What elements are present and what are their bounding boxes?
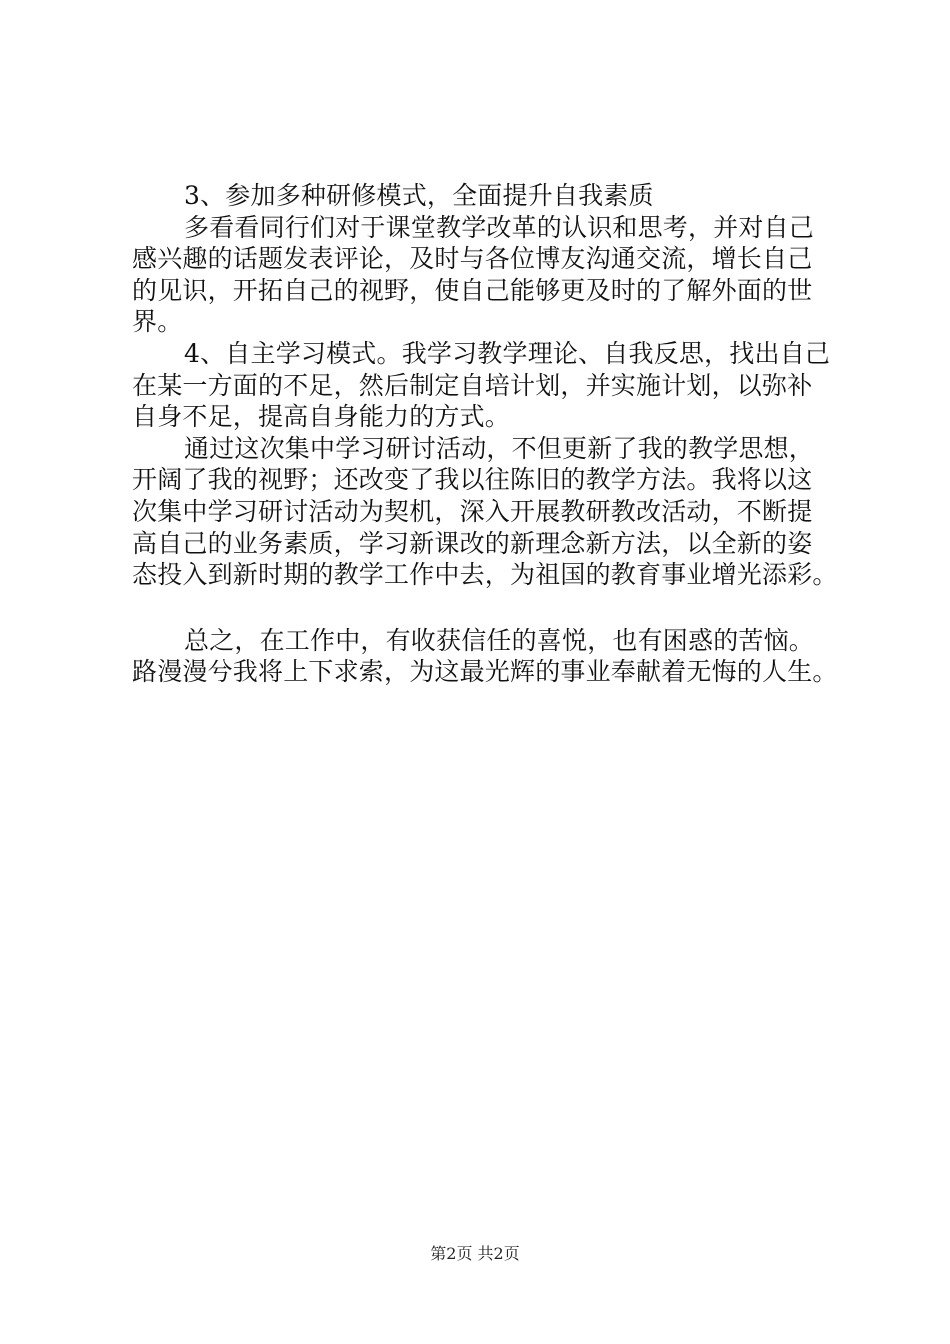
paragraph-line: 多看看同行们对于课堂教学改革的认识和思考，并对自己 <box>184 212 815 242</box>
conclusion-line: 总之，在工作中，有收获信任的喜悦，也有困惑的苦恼。 <box>184 625 815 655</box>
paragraph-line: 自身不足，提高自身能力的方式。 <box>132 402 511 432</box>
paragraph-line: 次集中学习研讨活动为契机，深入开展教研教改活动，不断提 <box>132 496 813 526</box>
paragraph-line: 开阔了我的视野；还改变了我以往陈旧的教学方法。我将以这 <box>132 465 813 495</box>
document-body <box>132 180 852 688</box>
paragraph-spacer <box>132 591 852 625</box>
paragraph-line: 界。 <box>132 307 183 337</box>
paragraph-line: 感兴趣的话题发表评论，及时与各位博友沟通交流，增长自己 <box>132 244 813 274</box>
paragraph-line: 通过这次集中学习研讨活动，不但更新了我的教学思想， <box>184 433 815 463</box>
section-heading-3: 3、参加多种研修模式，全面提升自我素质 <box>184 181 654 210</box>
paragraph-line: 高自己的业务素质，学习新课改的新理念新方法，以全新的姿 <box>132 528 813 558</box>
paragraph-line: 态投入到新时期的教学工作中去，为祖国的教育事业增光添彩。 <box>132 560 838 590</box>
page-footer: 第2页 共2页 <box>430 1244 520 1263</box>
conclusion-line: 路漫漫兮我将上下求索，为这最光辉的事业奉献着无悔的人生。 <box>132 657 838 687</box>
paragraph-line: 的见识，开拓自己的视野，使自己能够更及时的了解外面的世 <box>132 275 813 305</box>
paragraph-line: 在某一方面的不足，然后制定自培计划，并实施计划，以弥补 <box>132 370 813 400</box>
section-heading-4: 4、自主学习模式。我学习教学理论、自我反思，找出自己 <box>184 338 831 368</box>
